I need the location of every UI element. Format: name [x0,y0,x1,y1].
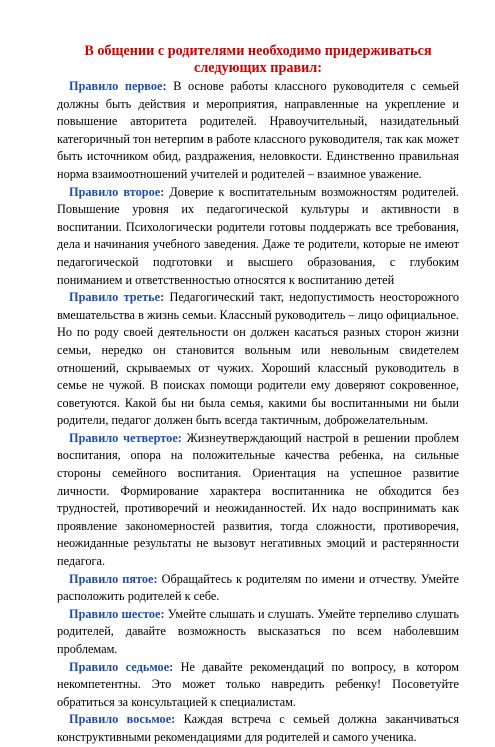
rule-8 [57,711,459,746]
rule-5 [57,571,459,606]
rule-text: Не давайте рекомендаций по вопросу, в котором некомпетентны. Это может только навредить ребенку! Посоветуйте обратиться за консультацией к специалистам. [57,659,459,709]
rule-text: Жизнеутверждающий настрой в решении проблем воспитания, опора на положительные качества ребенка, на сильные стороны семейного воспитания. Ориентация на успешное развитие личности. Формирование характера воспитанника не обходится без трудностей, противоречий и неожиданностей. Их надо воспринимать как проявление закономерностей развития, тогда сложности, противоречия, неожиданные результаты не вызовут негативных эмоций и растерянности педагога. [57,430,460,569]
rule-1 [57,78,459,184]
rule-text: Педагогический такт, недопустимость неосторожного вмешательства в жизнь семьи. Классный руководитель – лицо официальное. Но по роду своей деятельности он должен касаться разных сторон жизни семьи, нередко он становится вольным или невольным свидетелем отношений, скрываемых от чужих. Хороший классный руководитель в семье не чужой. В поисках помощи родители ему доверяют сокровенное, советуются. Какой бы ни была семья, какими бы воспитанными ни были родители, педагог должен быть всегда тактичным, доброжелательным. [57,290,459,428]
rule-label: Правило третье: [69,290,165,305]
rule-text: Доверие к воспитательным возможностям родителей. Повышение уровня их педагогической культуры и активности в воспитании. Психологически родители готовы поддержать все требования, дела и начинания учебного заведения. Даже те родители, которые не имеют педагогической подготовки и высшего образования, с глубоким пониманием и ответственностью относятся к воспитанию детей [57,184,459,287]
rule-text: В основе работы классного руководителя с семьей должны быть действия и мероприятия, направленные на укрепление и повышение авторитета родителей. Нравоучительный, назидательный категоричный тон нетерпим в работе классного руководителя, так как может быть источником обид, раздражения, неловкости. Единственно правильная норма взаимоотношений учителей и родителей – взаимное уважение. [57,79,459,181]
rule-label: Правило шестое: [69,606,165,621]
rule-label: Правило первое: [69,79,167,93]
rule-7 [57,659,459,712]
rule-label: Правило второе: [69,184,165,199]
rule-4 [57,430,459,571]
rule-text: Каждая встреча с семьей должна заканчиваться конструктивными рекомендациями для родителей и самого ученика. [57,712,459,744]
title-line-2: следующих правил: [194,60,322,76]
rule-text: Обращайтесь к родителям по имени и отчеству. Умейте расположить родителей к себе. [57,571,459,604]
rule-label: Правило четвертое: [69,430,182,445]
rule-label: Правило восьмое: [69,712,176,727]
rule-text: Умейте слышать и слушать. Умейте терпеливо слушать родителей, давайте возможность высказаться по всем наболевшим проблемам. [57,606,460,656]
rule-2 [57,184,459,290]
page-title [57,0,459,77]
rules-list [57,78,459,747]
rule-3 [57,289,459,430]
rule-label: Правило пятое: [69,571,158,586]
rule-6 [57,606,459,659]
title-line-1: В общении с родителями необходимо придерживаться [84,43,432,59]
rule-label: Правило седьмое: [69,659,174,674]
